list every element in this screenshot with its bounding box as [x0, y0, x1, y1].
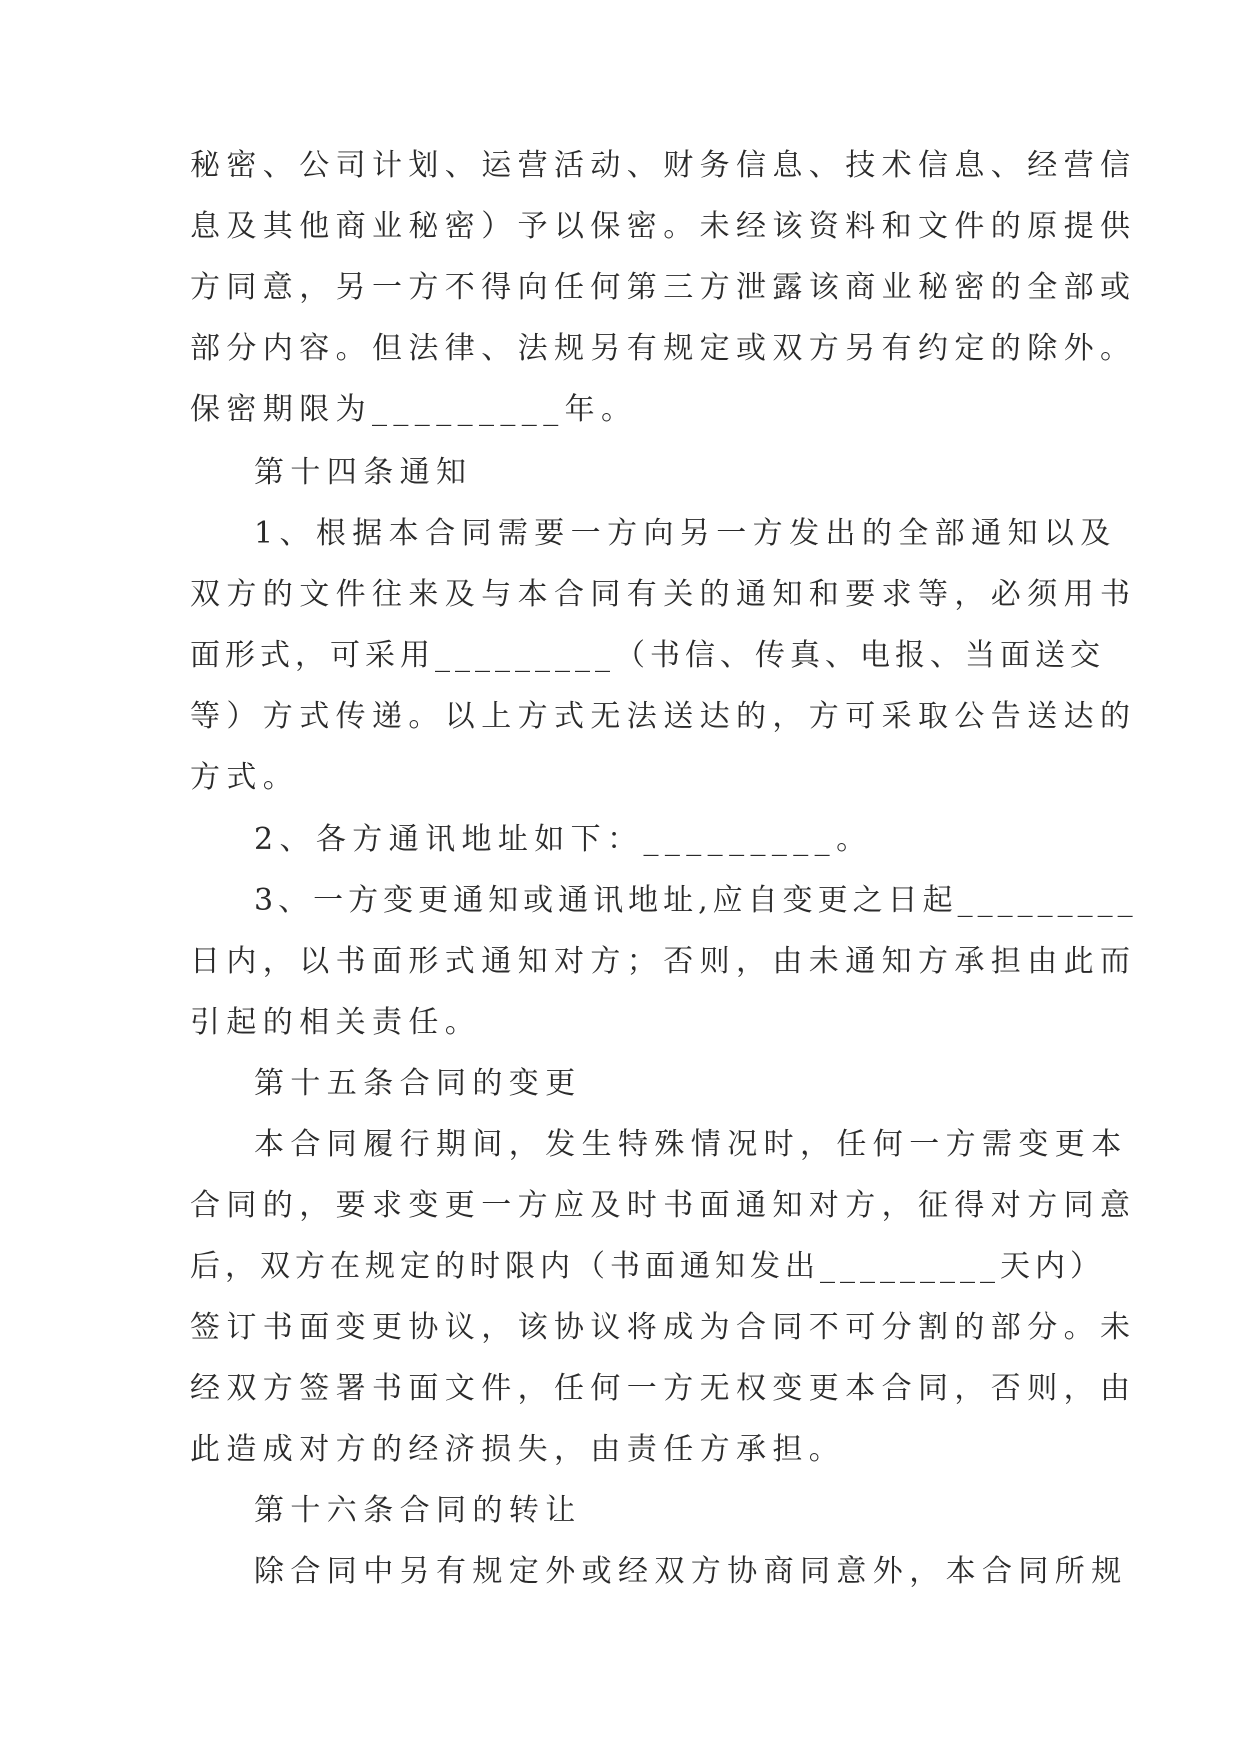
text-line: 后，双方在规定的时限内（书面通知发出_________天内）: [190, 1249, 1105, 1284]
text-line: 3、一方变更通知或通讯地址,应自变更之日起_________: [254, 883, 1138, 918]
text-line: 秘密、公司计划、运营活动、财务信息、技术信息、经营信: [190, 148, 1137, 183]
text-line: 经双方签署书面文件，任何一方无权变更本合同，否则，由: [190, 1371, 1137, 1406]
text-line: 保密期限为_________年。: [190, 392, 638, 427]
text-line: 方同意，另一方不得向任何第三方泄露该商业秘密的全部或: [190, 270, 1137, 305]
text-line: 等）方式传递。以上方式无法送达的，方可采取公告送达的: [190, 699, 1137, 734]
section-heading: 第十六条合同的转让: [254, 1493, 582, 1528]
text-line: 日内，以书面形式通知对方；否则，由未通知方承担由此而: [190, 944, 1137, 979]
text-line: 双方的文件往来及与本合同有关的通知和要求等，必须用书: [190, 577, 1137, 612]
text-line: 签订书面变更协议，该协议将成为合同不可分割的部分。未: [190, 1310, 1137, 1345]
text-line: 方式。: [190, 760, 300, 795]
section-heading: 第十五条合同的变更: [254, 1066, 582, 1101]
text-line: 息及其他商业秘密）予以保密。未经该资料和文件的原提供: [190, 209, 1137, 244]
section-heading: 第十四条通知: [254, 455, 473, 490]
text-line: 引起的相关责任。: [190, 1005, 482, 1040]
text-line: 面形式，可采用_________（书信、传真、电报、当面送交: [190, 638, 1105, 673]
text-line: 除合同中另有规定外或经双方协商同意外，本合同所规: [254, 1554, 1128, 1589]
text-line: 此造成对方的经济损失，由责任方承担。: [190, 1432, 846, 1467]
text-line: 本合同履行期间，发生特殊情况时，任何一方需变更本: [254, 1127, 1128, 1162]
text-line: 部分内容。但法律、法规另有规定或双方另有约定的除外。: [190, 331, 1137, 366]
text-line: 合同的，要求变更一方应及时书面通知对方，征得对方同意: [190, 1188, 1137, 1223]
text-line: 1、根据本合同需要一方向另一方发出的全部通知以及: [254, 516, 1117, 551]
text-line: 2、各方通讯地址如下：_________。: [254, 822, 873, 857]
